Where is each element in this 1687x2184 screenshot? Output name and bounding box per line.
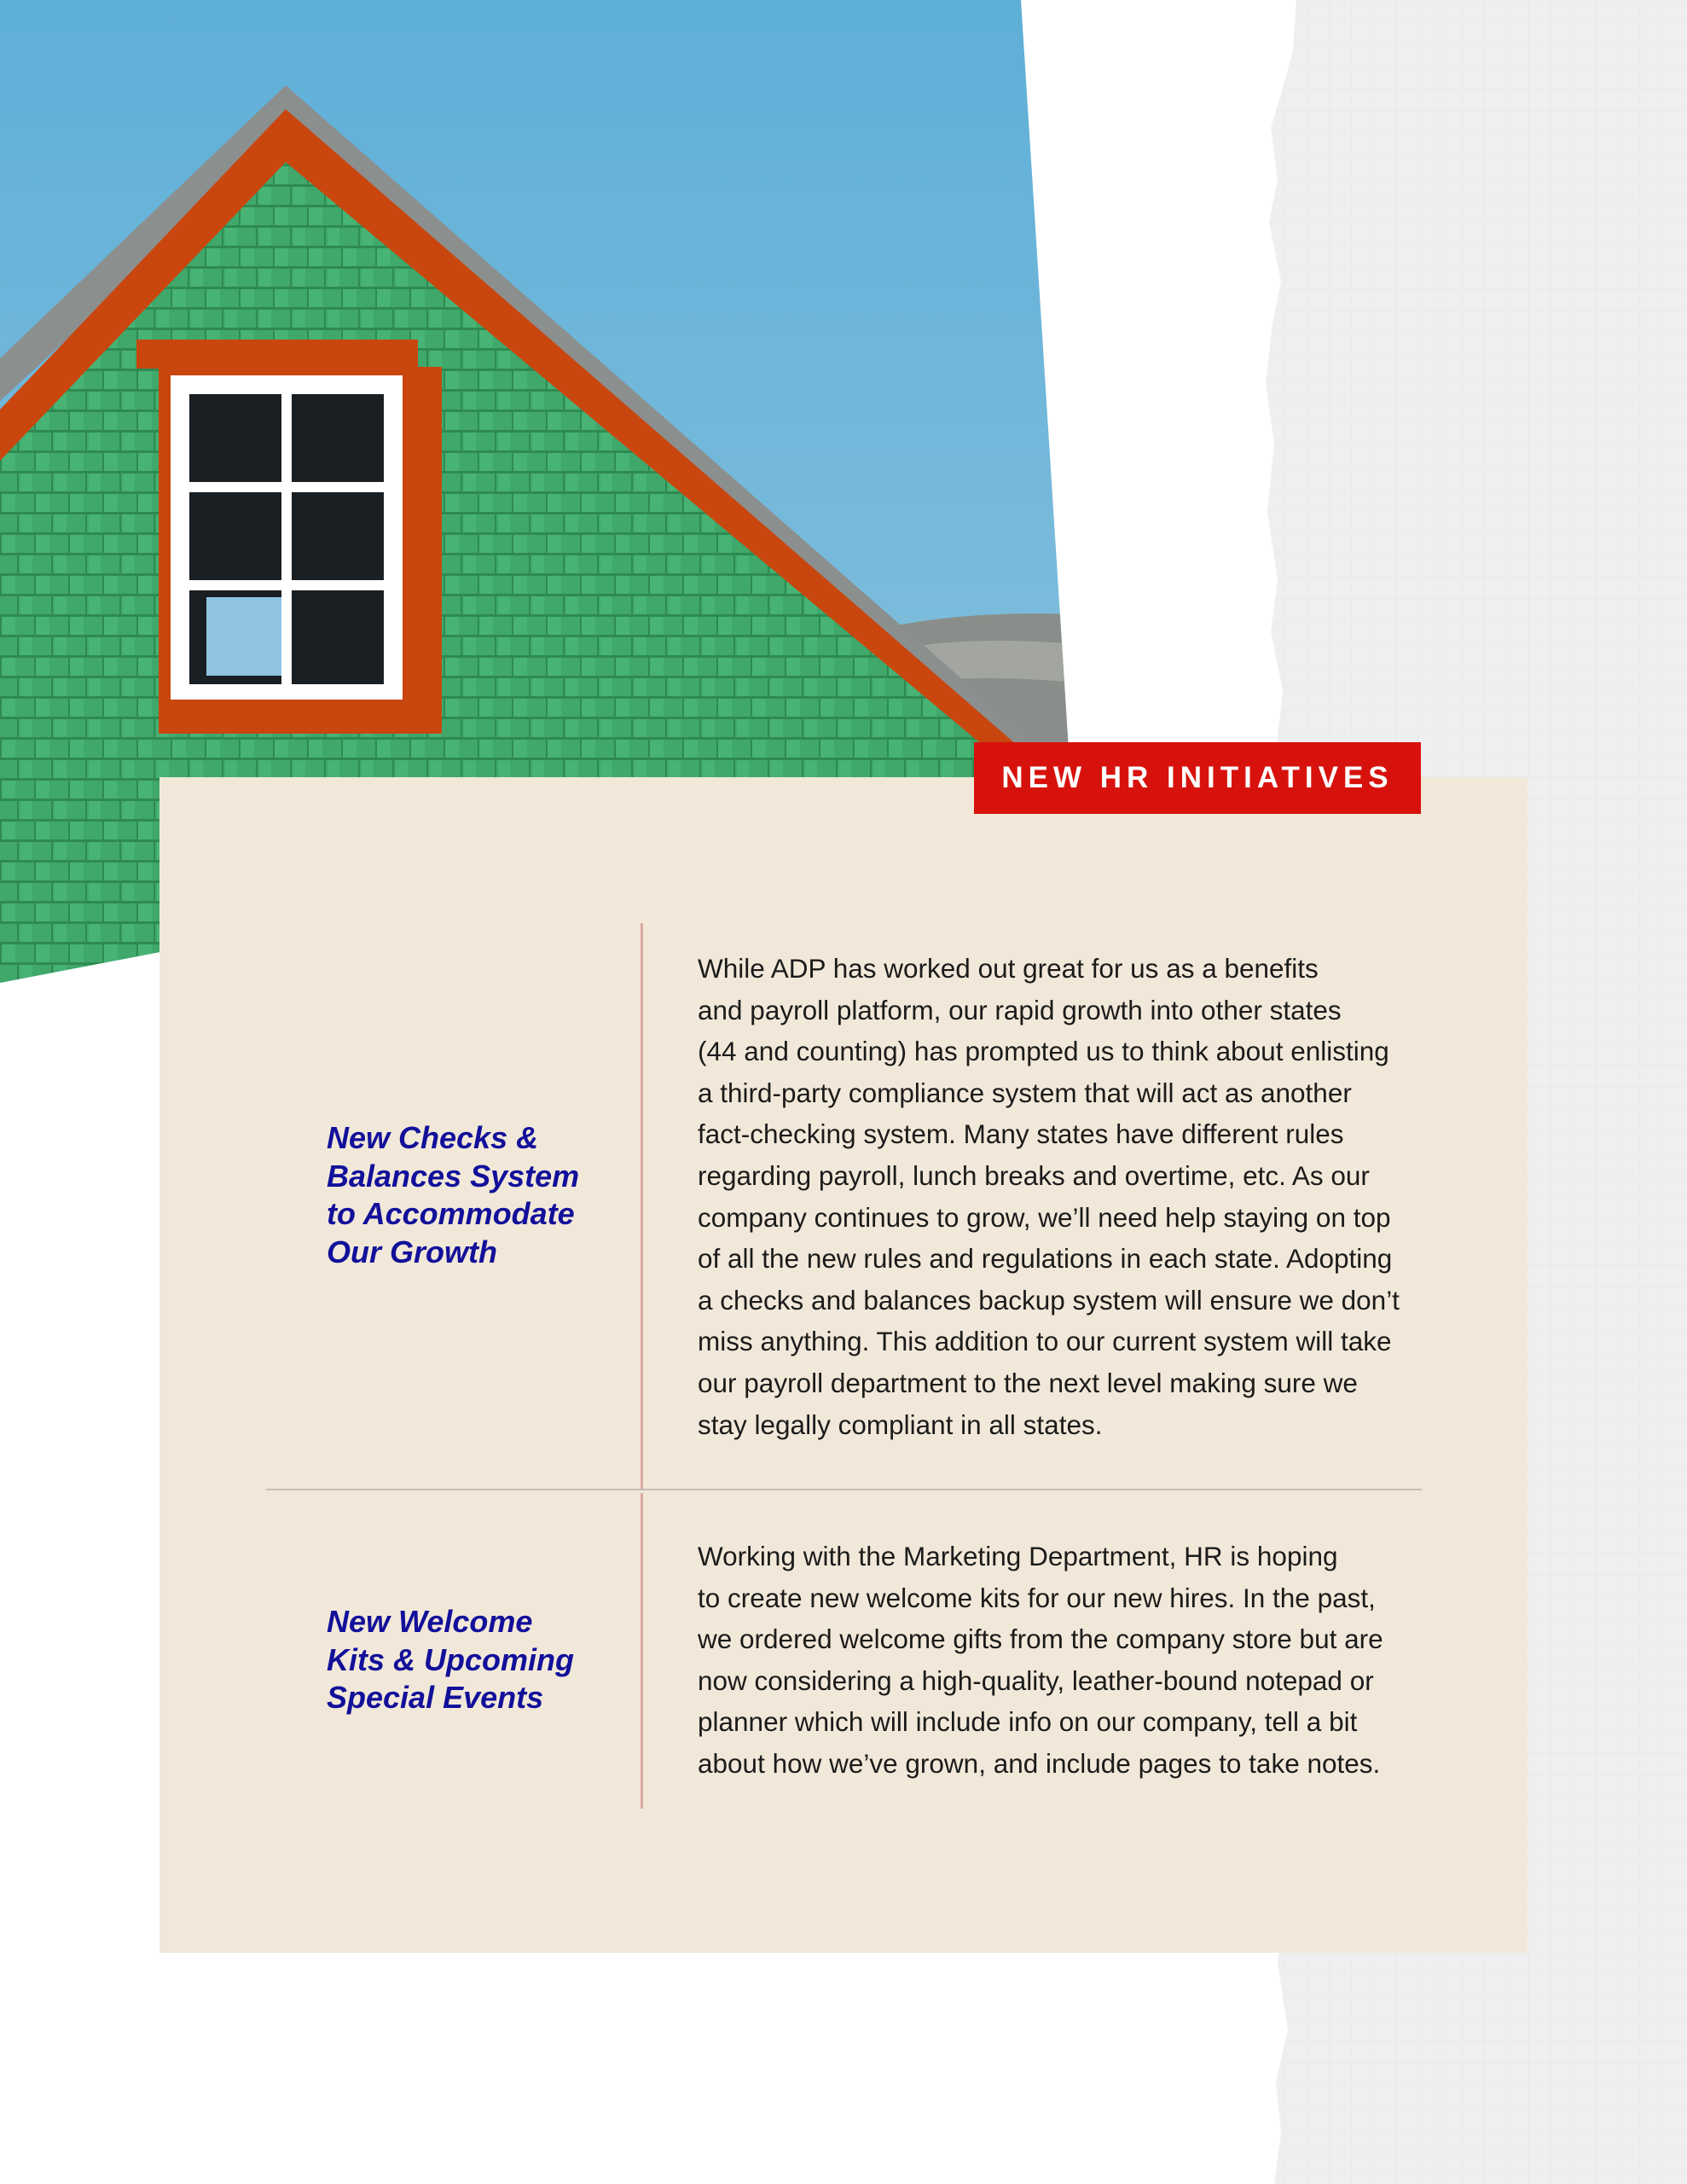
- section-divider: [266, 1489, 1422, 1490]
- heading-line: Kits & Upcoming: [327, 1641, 575, 1677]
- body-line: (44 and counting) has prompted us to think about enlisting: [698, 1036, 1389, 1067]
- body-line: about how we’ve grown, and include pages to take notes.: [698, 1747, 1381, 1779]
- heading-line: Balances System: [327, 1158, 580, 1194]
- body-line: planner which will include info on our company, tell a bit: [698, 1706, 1358, 1738]
- body-line: stay legally compliant in all states.: [698, 1409, 1103, 1440]
- body-line: of all the new rules and regulations in each state. Adopting: [698, 1243, 1393, 1275]
- heading-line: Special Events: [327, 1680, 544, 1716]
- body-line: we ordered welcome gifts from the company store but are: [698, 1623, 1383, 1655]
- heading-line: New Welcome: [327, 1604, 533, 1639]
- body-line: and payroll platform, our rapid growth into other states: [698, 994, 1342, 1025]
- body-line: company continues to grow, we’ll need help staying on top: [698, 1201, 1391, 1233]
- body-line: to create new welcome kits for our new hires. In the past,: [698, 1582, 1376, 1613]
- heading-line: to Accommodate: [327, 1196, 575, 1232]
- column-divider: [641, 923, 643, 1490]
- body-line: a third-party compliance system that will act as another: [698, 1077, 1352, 1108]
- body-line: regarding payroll, lunch breaks and overtime, etc. As our: [698, 1159, 1370, 1191]
- body-line: While ADP has worked out great for us as a benefits: [698, 953, 1319, 984]
- column-divider: [641, 1493, 643, 1809]
- section-body: [698, 1536, 1414, 1785]
- body-line: Working with the Marketing Department, HR is hoping: [698, 1541, 1338, 1571]
- heading-line: Our Growth: [327, 1234, 497, 1270]
- section-body: [698, 948, 1414, 1445]
- heading-line: New Checks &: [327, 1120, 539, 1155]
- body-line: now considering a high-quality, leather-bound notepad or: [698, 1664, 1374, 1696]
- body-line: fact-checking system. Many states have different rules: [698, 1118, 1344, 1150]
- body-line: miss anything. This addition to our current system will take: [698, 1326, 1392, 1357]
- section-heading: [327, 1119, 617, 1272]
- section-heading: [327, 1603, 617, 1717]
- body-line: our payroll department to the next level making sure we: [698, 1367, 1358, 1398]
- body-line: a checks and balances backup system will ensure we don’t: [698, 1284, 1400, 1316]
- section-tag: NEW HR INITIATIVES: [974, 742, 1421, 814]
